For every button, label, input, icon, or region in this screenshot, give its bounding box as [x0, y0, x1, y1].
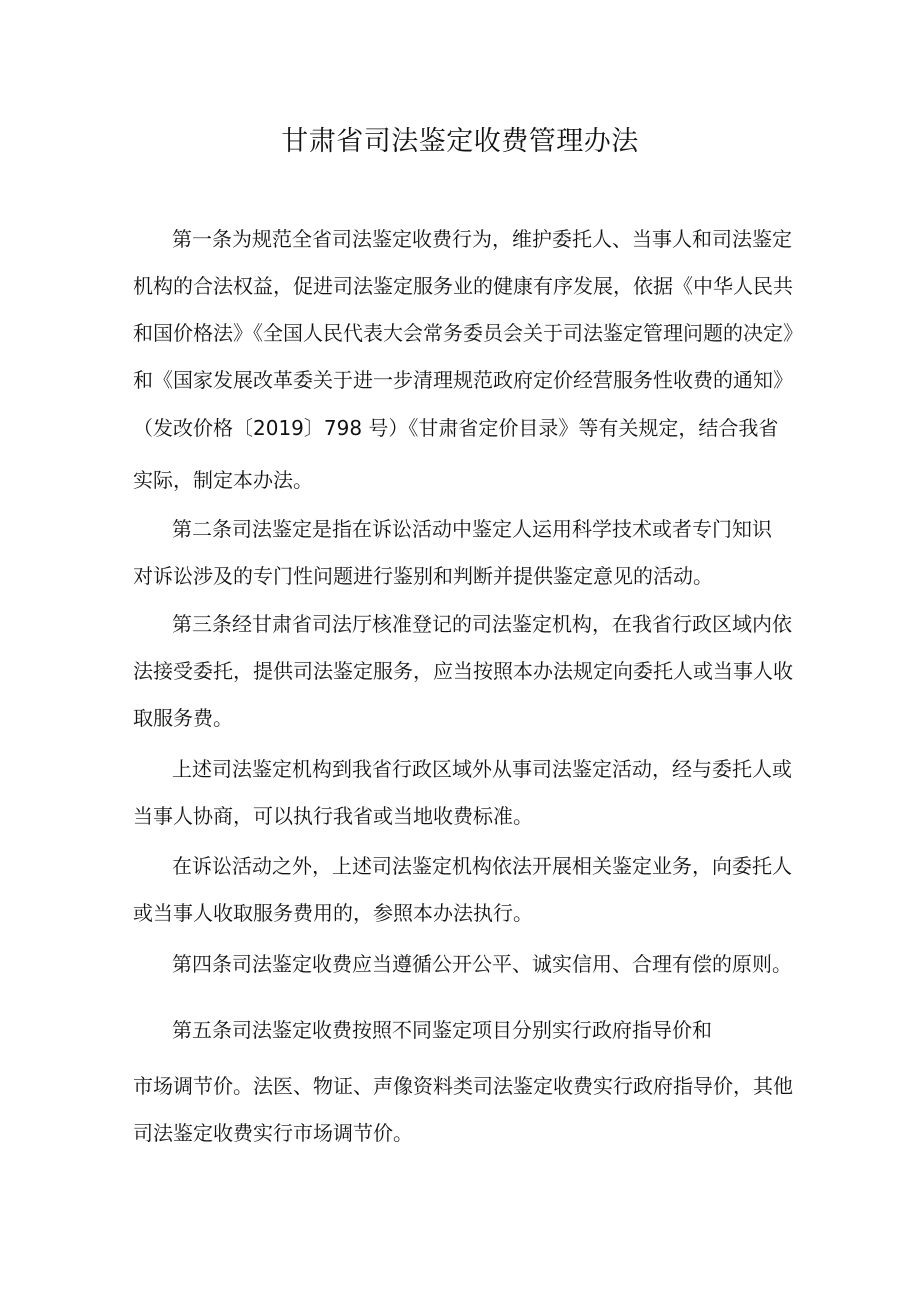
- text-line: 法接受委托，提供司法鉴定服务，应当按照本办法规定向委托人或当事人收: [133, 659, 793, 683]
- text-line: 第四条司法鉴定收费应当遵循公开公平、诚实信用、合理有偿的原则。: [172, 952, 792, 976]
- text-line: 当事人协商，可以执行我省或当地收费标准。: [133, 804, 533, 828]
- text-line: 市场调节价。法医、物证、声像资料类司法鉴定收费实行政府指导价，其他: [133, 1074, 793, 1098]
- text-line: 上述司法鉴定机构到我省行政区域外从事司法鉴定活动，经与委托人或: [172, 757, 792, 781]
- text-line: 实际，制定本办法。: [133, 468, 313, 492]
- text-line: 对诉讼涉及的专门性问题进行鉴别和判断并提供鉴定意见的活动。: [133, 564, 713, 588]
- text-line: 取服务费。: [133, 706, 233, 730]
- text-line: 第五条司法鉴定收费按照不同鉴定项目分别实行政府指导价和: [172, 1018, 712, 1042]
- text-line: 在诉讼活动之外，上述司法鉴定机构依法开展相关鉴定业务，向委托人: [172, 854, 792, 878]
- text-line: 机构的合法权益，促进司法鉴定服务业的健康有序发展，依据《中华人民共: [133, 274, 793, 298]
- document-title: 甘肃省司法鉴定收费管理办法: [281, 126, 639, 157]
- text-line: 第一条为规范全省司法鉴定收费行为，维护委托人、当事人和司法鉴定: [172, 227, 792, 251]
- text-line: 和国价格法》《全国人民代表大会常务委员会关于司法鉴定管理问题的决定》: [133, 321, 803, 345]
- text-line: 或当事人收取服务费用的，参照本办法执行。: [133, 901, 533, 925]
- text-line: 第二条司法鉴定是指在诉讼活动中鉴定人运用科学技术或者专门知识: [172, 517, 772, 541]
- text-line: 和《国家发展改革委关于进一步清理规范政府定价经营服务性收费的通知》: [133, 368, 793, 392]
- text-line: 第三条经甘肃省司法厅核准登记的司法鉴定机构，在我省行政区域内依: [172, 612, 792, 636]
- text-line: （发改价格〔2019〕798 号）《甘肃省定价目录》等有关规定，结合我省: [133, 416, 779, 440]
- text-line: 司法鉴定收费实行市场调节价。: [133, 1121, 413, 1145]
